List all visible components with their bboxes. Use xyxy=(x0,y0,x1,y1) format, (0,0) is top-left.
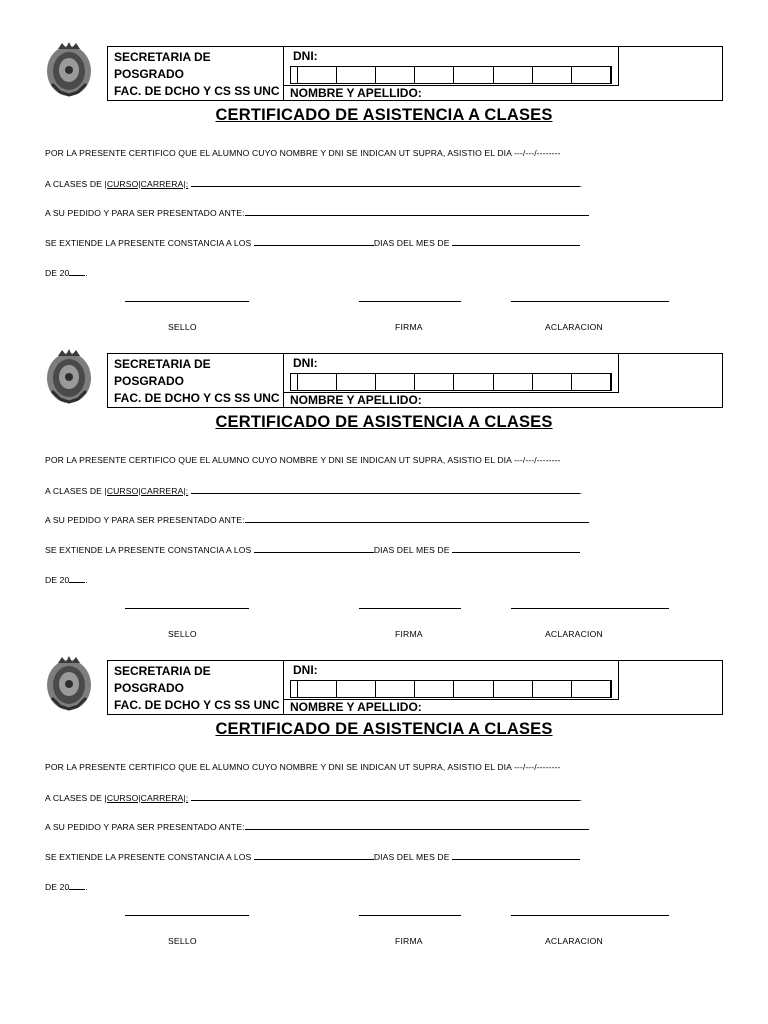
presented-before-text: A SU PEDIDO Y PARA SER PRESENTADO ANTE: xyxy=(45,208,245,218)
course-blank[interactable] xyxy=(191,177,580,187)
dni-box xyxy=(284,354,619,393)
dni-digit-cell[interactable] xyxy=(297,374,336,390)
month-text: DIAS DEL MES DE xyxy=(373,852,450,862)
clarification-line[interactable] xyxy=(511,608,669,609)
presented-before-blank[interactable] xyxy=(245,206,589,216)
course-line xyxy=(45,484,582,496)
course-line xyxy=(45,791,582,803)
dni-digit-cell[interactable] xyxy=(375,681,414,697)
days-blank[interactable] xyxy=(254,850,374,860)
course-prefix: A CLASES DE xyxy=(45,793,102,803)
dni-digit-cell[interactable] xyxy=(336,681,375,697)
attendance-text: POR LA PRESENTE CERTIFICO QUE EL ALUMNO CUYO NOMBRE Y DNI SE INDICAN UT SUPRA, ASISTIO EL DIA xyxy=(45,762,512,772)
dni-digit-cell[interactable] xyxy=(375,67,414,83)
dni-digit-cell[interactable] xyxy=(532,374,571,390)
dni-label: DNI: xyxy=(293,356,318,370)
dni-digit-cell[interactable] xyxy=(453,67,492,83)
header-box xyxy=(107,353,723,408)
course-line-end: . xyxy=(579,486,583,496)
header-box xyxy=(107,660,723,715)
seal-label: SELLO xyxy=(168,629,197,639)
year-line-end: . xyxy=(85,882,88,892)
year-line-end: . xyxy=(85,575,88,585)
year-text: DE 20 xyxy=(45,268,70,278)
name-label: NOMBRE Y APELLIDO: xyxy=(290,393,422,407)
header-box xyxy=(107,46,723,101)
attendance-date: ---/---/-------- xyxy=(513,762,561,772)
course-blank[interactable] xyxy=(191,484,580,494)
certificate-title: CERTIFICADO DE ASISTENCIA A CLASES xyxy=(215,106,553,124)
attendance-statement xyxy=(45,762,560,772)
issued-days-line xyxy=(45,543,580,555)
attendance-statement xyxy=(45,455,560,465)
dni-digit-cell[interactable] xyxy=(571,681,610,697)
certificate-title: CERTIFICADO DE ASISTENCIA A CLASES xyxy=(215,413,553,431)
attendance-date: ---/---/-------- xyxy=(513,455,561,465)
name-label: NOMBRE Y APELLIDO: xyxy=(290,700,422,714)
seal-label: SELLO xyxy=(168,322,197,332)
course-placeholder: |CURSO|CARRERA|: xyxy=(104,486,189,496)
issued-days-text: SE EXTIENDE LA PRESENTE CONSTANCIA A LOS xyxy=(45,238,252,248)
university-crest-icon xyxy=(44,40,94,98)
dni-box xyxy=(284,47,619,86)
course-blank[interactable] xyxy=(191,791,580,801)
signature-line[interactable] xyxy=(359,915,461,916)
course-prefix: A CLASES DE xyxy=(45,486,102,496)
certificate-form xyxy=(0,614,768,946)
clarification-label: ACLARACION xyxy=(545,936,603,946)
dni-digit-cell[interactable] xyxy=(493,67,532,83)
dni-digit-cell[interactable] xyxy=(453,681,492,697)
issued-days-text: SE EXTIENDE LA PRESENTE CONSTANCIA A LOS xyxy=(45,852,252,862)
name-label: NOMBRE Y APELLIDO: xyxy=(290,86,422,100)
month-text: DIAS DEL MES DE xyxy=(373,238,450,248)
year-line xyxy=(45,266,88,278)
certificate-form xyxy=(0,307,768,639)
signature-label: FIRMA xyxy=(395,629,423,639)
year-text: DE 20 xyxy=(45,882,70,892)
year-blank[interactable] xyxy=(69,880,85,890)
issued-days-line xyxy=(45,850,580,862)
year-line xyxy=(45,573,88,585)
course-line xyxy=(45,177,582,189)
issued-days-line xyxy=(45,236,580,248)
course-placeholder: |CURSO|CARRERA|: xyxy=(104,179,189,189)
dni-digit-cell[interactable] xyxy=(493,374,532,390)
clarification-label: ACLARACION xyxy=(545,322,603,332)
dni-digit-field[interactable] xyxy=(290,373,612,391)
dni-box xyxy=(284,661,619,700)
seal-signature-line[interactable] xyxy=(125,301,249,302)
course-line-end: . xyxy=(579,793,583,803)
month-text: DIAS DEL MES DE xyxy=(373,545,450,555)
presented-before-line xyxy=(45,513,589,525)
presented-before-text: A SU PEDIDO Y PARA SER PRESENTADO ANTE: xyxy=(45,822,245,832)
dni-digit-cell[interactable] xyxy=(610,67,611,83)
dni-digit-cell[interactable] xyxy=(532,67,571,83)
dni-digit-cell[interactable] xyxy=(453,374,492,390)
presented-before-text: A SU PEDIDO Y PARA SER PRESENTADO ANTE: xyxy=(45,515,245,525)
institution-line-1: SECRETARIA DE POSGRADO xyxy=(114,664,211,695)
dni-digit-cell[interactable] xyxy=(375,374,414,390)
dni-digit-cell[interactable] xyxy=(297,681,336,697)
dni-digit-field[interactable] xyxy=(290,66,612,84)
institution-line-1: SECRETARIA DE POSGRADO xyxy=(114,357,211,388)
dni-digit-cell[interactable] xyxy=(336,67,375,83)
course-line-end: . xyxy=(579,179,583,189)
certificate-form xyxy=(0,0,768,332)
dni-digit-field[interactable] xyxy=(290,680,612,698)
year-blank[interactable] xyxy=(69,266,85,276)
presented-before-line xyxy=(45,820,589,832)
institution-line-2: FAC. DE DCHO Y CS SS UNC xyxy=(114,84,280,98)
days-blank[interactable] xyxy=(254,236,374,246)
dni-digit-cell[interactable] xyxy=(414,374,453,390)
dni-digit-cell[interactable] xyxy=(297,67,336,83)
university-crest-icon xyxy=(44,347,94,405)
presented-before-blank[interactable] xyxy=(245,513,589,523)
seal-signature-line[interactable] xyxy=(125,915,249,916)
course-placeholder: |CURSO|CARRERA|: xyxy=(104,793,189,803)
institution-line-1: SECRETARIA DE POSGRADO xyxy=(114,50,211,81)
presented-before-blank[interactable] xyxy=(245,820,589,830)
institution-name xyxy=(108,354,284,407)
month-blank[interactable] xyxy=(452,543,580,553)
attendance-text: POR LA PRESENTE CERTIFICO QUE EL ALUMNO CUYO NOMBRE Y DNI SE INDICAN UT SUPRA, ASISTIO EL DIA xyxy=(45,148,512,158)
dni-digit-cell[interactable] xyxy=(571,374,610,390)
signature-line[interactable] xyxy=(359,608,461,609)
course-prefix: A CLASES DE xyxy=(45,179,102,189)
dni-digit-cell[interactable] xyxy=(610,681,611,697)
clarification-line[interactable] xyxy=(511,301,669,302)
dni-digit-cell[interactable] xyxy=(571,67,610,83)
institution-line-2: FAC. DE DCHO Y CS SS UNC xyxy=(114,698,280,712)
dni-digit-cell[interactable] xyxy=(414,67,453,83)
clarification-line[interactable] xyxy=(511,915,669,916)
days-blank[interactable] xyxy=(254,543,374,553)
year-line xyxy=(45,880,88,892)
year-text: DE 20 xyxy=(45,575,70,585)
dni-label: DNI: xyxy=(293,49,318,63)
institution-name xyxy=(108,661,284,714)
signature-label: FIRMA xyxy=(395,322,423,332)
certificate-title: CERTIFICADO DE ASISTENCIA A CLASES xyxy=(215,720,553,738)
seal-label: SELLO xyxy=(168,936,197,946)
signature-line[interactable] xyxy=(359,301,461,302)
institution-name xyxy=(108,47,284,100)
dni-label: DNI: xyxy=(293,663,318,677)
dni-digit-cell[interactable] xyxy=(532,681,571,697)
dni-digit-cell[interactable] xyxy=(493,681,532,697)
issued-days-text: SE EXTIENDE LA PRESENTE CONSTANCIA A LOS xyxy=(45,545,252,555)
dni-digit-cell[interactable] xyxy=(336,374,375,390)
attendance-statement xyxy=(45,148,560,158)
attendance-text: POR LA PRESENTE CERTIFICO QUE EL ALUMNO CUYO NOMBRE Y DNI SE INDICAN UT SUPRA, ASISTIO EL DIA xyxy=(45,455,512,465)
month-blank[interactable] xyxy=(452,850,580,860)
year-blank[interactable] xyxy=(69,573,85,583)
attendance-date: ---/---/-------- xyxy=(513,148,561,158)
clarification-label: ACLARACION xyxy=(545,629,603,639)
signature-label: FIRMA xyxy=(395,936,423,946)
month-blank[interactable] xyxy=(452,236,580,246)
year-line-end: . xyxy=(85,268,88,278)
seal-signature-line[interactable] xyxy=(125,608,249,609)
presented-before-line xyxy=(45,206,589,218)
institution-line-2: FAC. DE DCHO Y CS SS UNC xyxy=(114,391,280,405)
dni-digit-cell[interactable] xyxy=(414,681,453,697)
university-crest-icon xyxy=(44,654,94,712)
dni-digit-cell[interactable] xyxy=(610,374,611,390)
